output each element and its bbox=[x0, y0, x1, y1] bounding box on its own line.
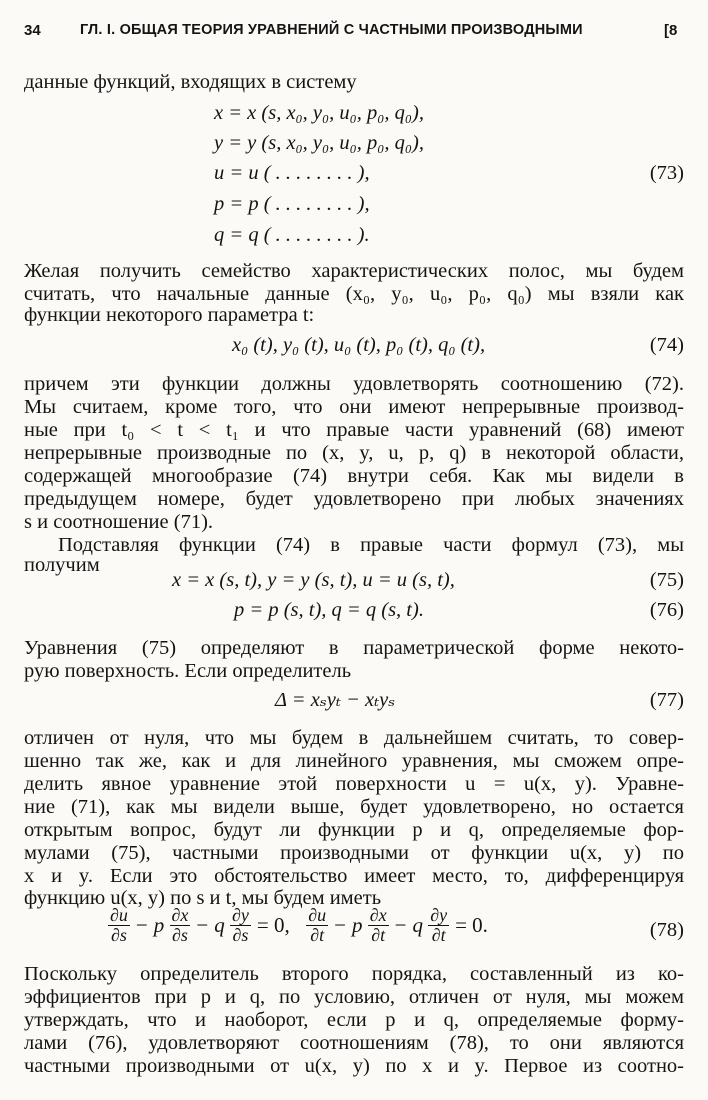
fraction: $\frac{\partial x}{\partial s}$ bbox=[171, 905, 189, 945]
text-line: ние (71), как мы видели выше, будет удовлетворено, но остается bbox=[24, 796, 684, 818]
fraction: $\frac{\partial y}{\partial t}$ bbox=[430, 905, 448, 945]
text-line: лами (76), удовлетворяют соотношениям (78), то они являются bbox=[24, 1032, 684, 1054]
text-line: содержащей многообразие (74) внутри себя. Как мы видели в bbox=[24, 465, 684, 487]
equation-number-78: (78) bbox=[649, 919, 684, 941]
equation-75: x = x (s, t), y = y (s, t), u = u (s, t), bbox=[172, 569, 455, 591]
equation-73-line: u = u ( . . . . . . . . ), bbox=[214, 162, 370, 184]
equation-78: $\frac{\partial u}{\partial s}$ − p $\frac{\partial x}{\partial s}$ − q $\frac{\partial y}{\partial s}$ = 0, $\frac{\partial u}{\partial t}$ − p $\frac{\partial x}{\partial t}$ − q $\frac{\partial y}{\partial t}$ = 0. bbox=[110, 905, 488, 945]
text-line: s и соотношение (71). bbox=[24, 511, 214, 533]
fraction: $\frac{\partial u}{\partial t}$ bbox=[308, 905, 327, 945]
page-number: 34 bbox=[24, 22, 41, 39]
equation-73-line: q = q ( . . . . . . . . ). bbox=[214, 224, 370, 246]
text-line: непрерывные производные по (x, y, u, p, q) в некоторой области, bbox=[24, 442, 684, 464]
equation-number-75: (75) bbox=[649, 569, 684, 591]
equation-77: Δ = xₛyₜ − xₜyₛ bbox=[275, 689, 396, 711]
text-line: ные при t₀ < t < t₁ и что правые части уравнений (68) имеют bbox=[24, 419, 684, 441]
fraction: $\frac{\partial x}{\partial t}$ bbox=[369, 905, 387, 945]
section-number: [8 bbox=[664, 22, 678, 39]
equation-number-77: (77) bbox=[649, 689, 684, 711]
equation-73-line: p = p ( . . . . . . . . ), bbox=[214, 193, 370, 215]
text-line: шенно так же, как и для линейного уравнения, мы сможем опре- bbox=[24, 750, 684, 772]
running-header: ГЛ. I. ОБЩАЯ ТЕОРИЯ УРАВНЕНИЙ С ЧАСТНЫМИ ПРОИЗВОДНЫМИ bbox=[80, 22, 583, 38]
text-line: Подставляя функции (74) в правые части формул (73), мы bbox=[58, 534, 684, 556]
text-line: эффициентов при p и q, по условию, отличен от нуля, мы можем bbox=[24, 986, 684, 1008]
text-line: предыдущем номере, будет удовлетворено при любых значениях bbox=[24, 488, 684, 510]
text-line: утверждать, что и наоборот, если p и q, определяемые форму- bbox=[24, 1009, 684, 1031]
equation-number-74: (74) bbox=[649, 334, 684, 356]
text-line: Поскольку определитель второго порядка, составленный из ко- bbox=[24, 963, 684, 985]
text-line: получим bbox=[24, 554, 100, 576]
text-line: Уравнения (75) определяют в параметрической форме некото- bbox=[24, 637, 684, 659]
equation-73-line: x = x (s, x₀, y₀, u₀, p₀, q₀), bbox=[214, 102, 424, 124]
text-line: функцию u(x, y) по s и t, мы будем иметь bbox=[24, 887, 382, 909]
text-line: данные функций, входящих в систему bbox=[24, 71, 357, 93]
equation-74: x₀ (t), y₀ (t), u₀ (t), p₀ (t), q₀ (t), bbox=[232, 334, 486, 356]
text-line: частными производными от u(x, y) по x и y. Первое из соотно- bbox=[24, 1055, 684, 1077]
text-line: функции некоторого параметра t: bbox=[24, 304, 315, 326]
text-line: мулами (75), частными производными от функции u(x, y) по bbox=[24, 842, 684, 864]
text-line: Мы считаем, кроме того, что они имеют непрерывные производ- bbox=[24, 396, 684, 418]
text-line: причем эти функции должны удовлетворять соотношению (72). bbox=[24, 373, 684, 395]
fraction: $\frac{\partial u}{\partial s}$ bbox=[110, 905, 128, 945]
text-line: Желая получить семейство характеристических полос, мы будем bbox=[24, 260, 684, 282]
text-line: отличен от нуля, что мы будем в дальнейшем считать, то совер- bbox=[24, 727, 684, 749]
text-line: рую поверхность. Если определитель bbox=[24, 660, 352, 682]
equation-number-76: (76) bbox=[649, 599, 684, 621]
equation-76: p = p (s, t), q = q (s, t). bbox=[234, 599, 424, 621]
fraction: $\frac{\partial y}{\partial s}$ bbox=[231, 905, 249, 945]
equation-number-73: (73) bbox=[649, 162, 684, 184]
text-line: открытым вопрос, будут ли функции p и q, определяемые фор- bbox=[24, 819, 684, 841]
text-line: считать, что начальные данные (x₀, y₀, u₀, p₀, q₀) мы взяли как bbox=[24, 283, 684, 305]
text-line: x и y. Если это обстоятельство имеет место, то, дифференцируя bbox=[24, 865, 684, 887]
text-line: делить явное уравнение этой поверхности u = u(x, y). Уравне- bbox=[24, 773, 684, 795]
equation-73-line: y = y (s, x₀, y₀, u₀, p₀, q₀), bbox=[214, 132, 424, 154]
